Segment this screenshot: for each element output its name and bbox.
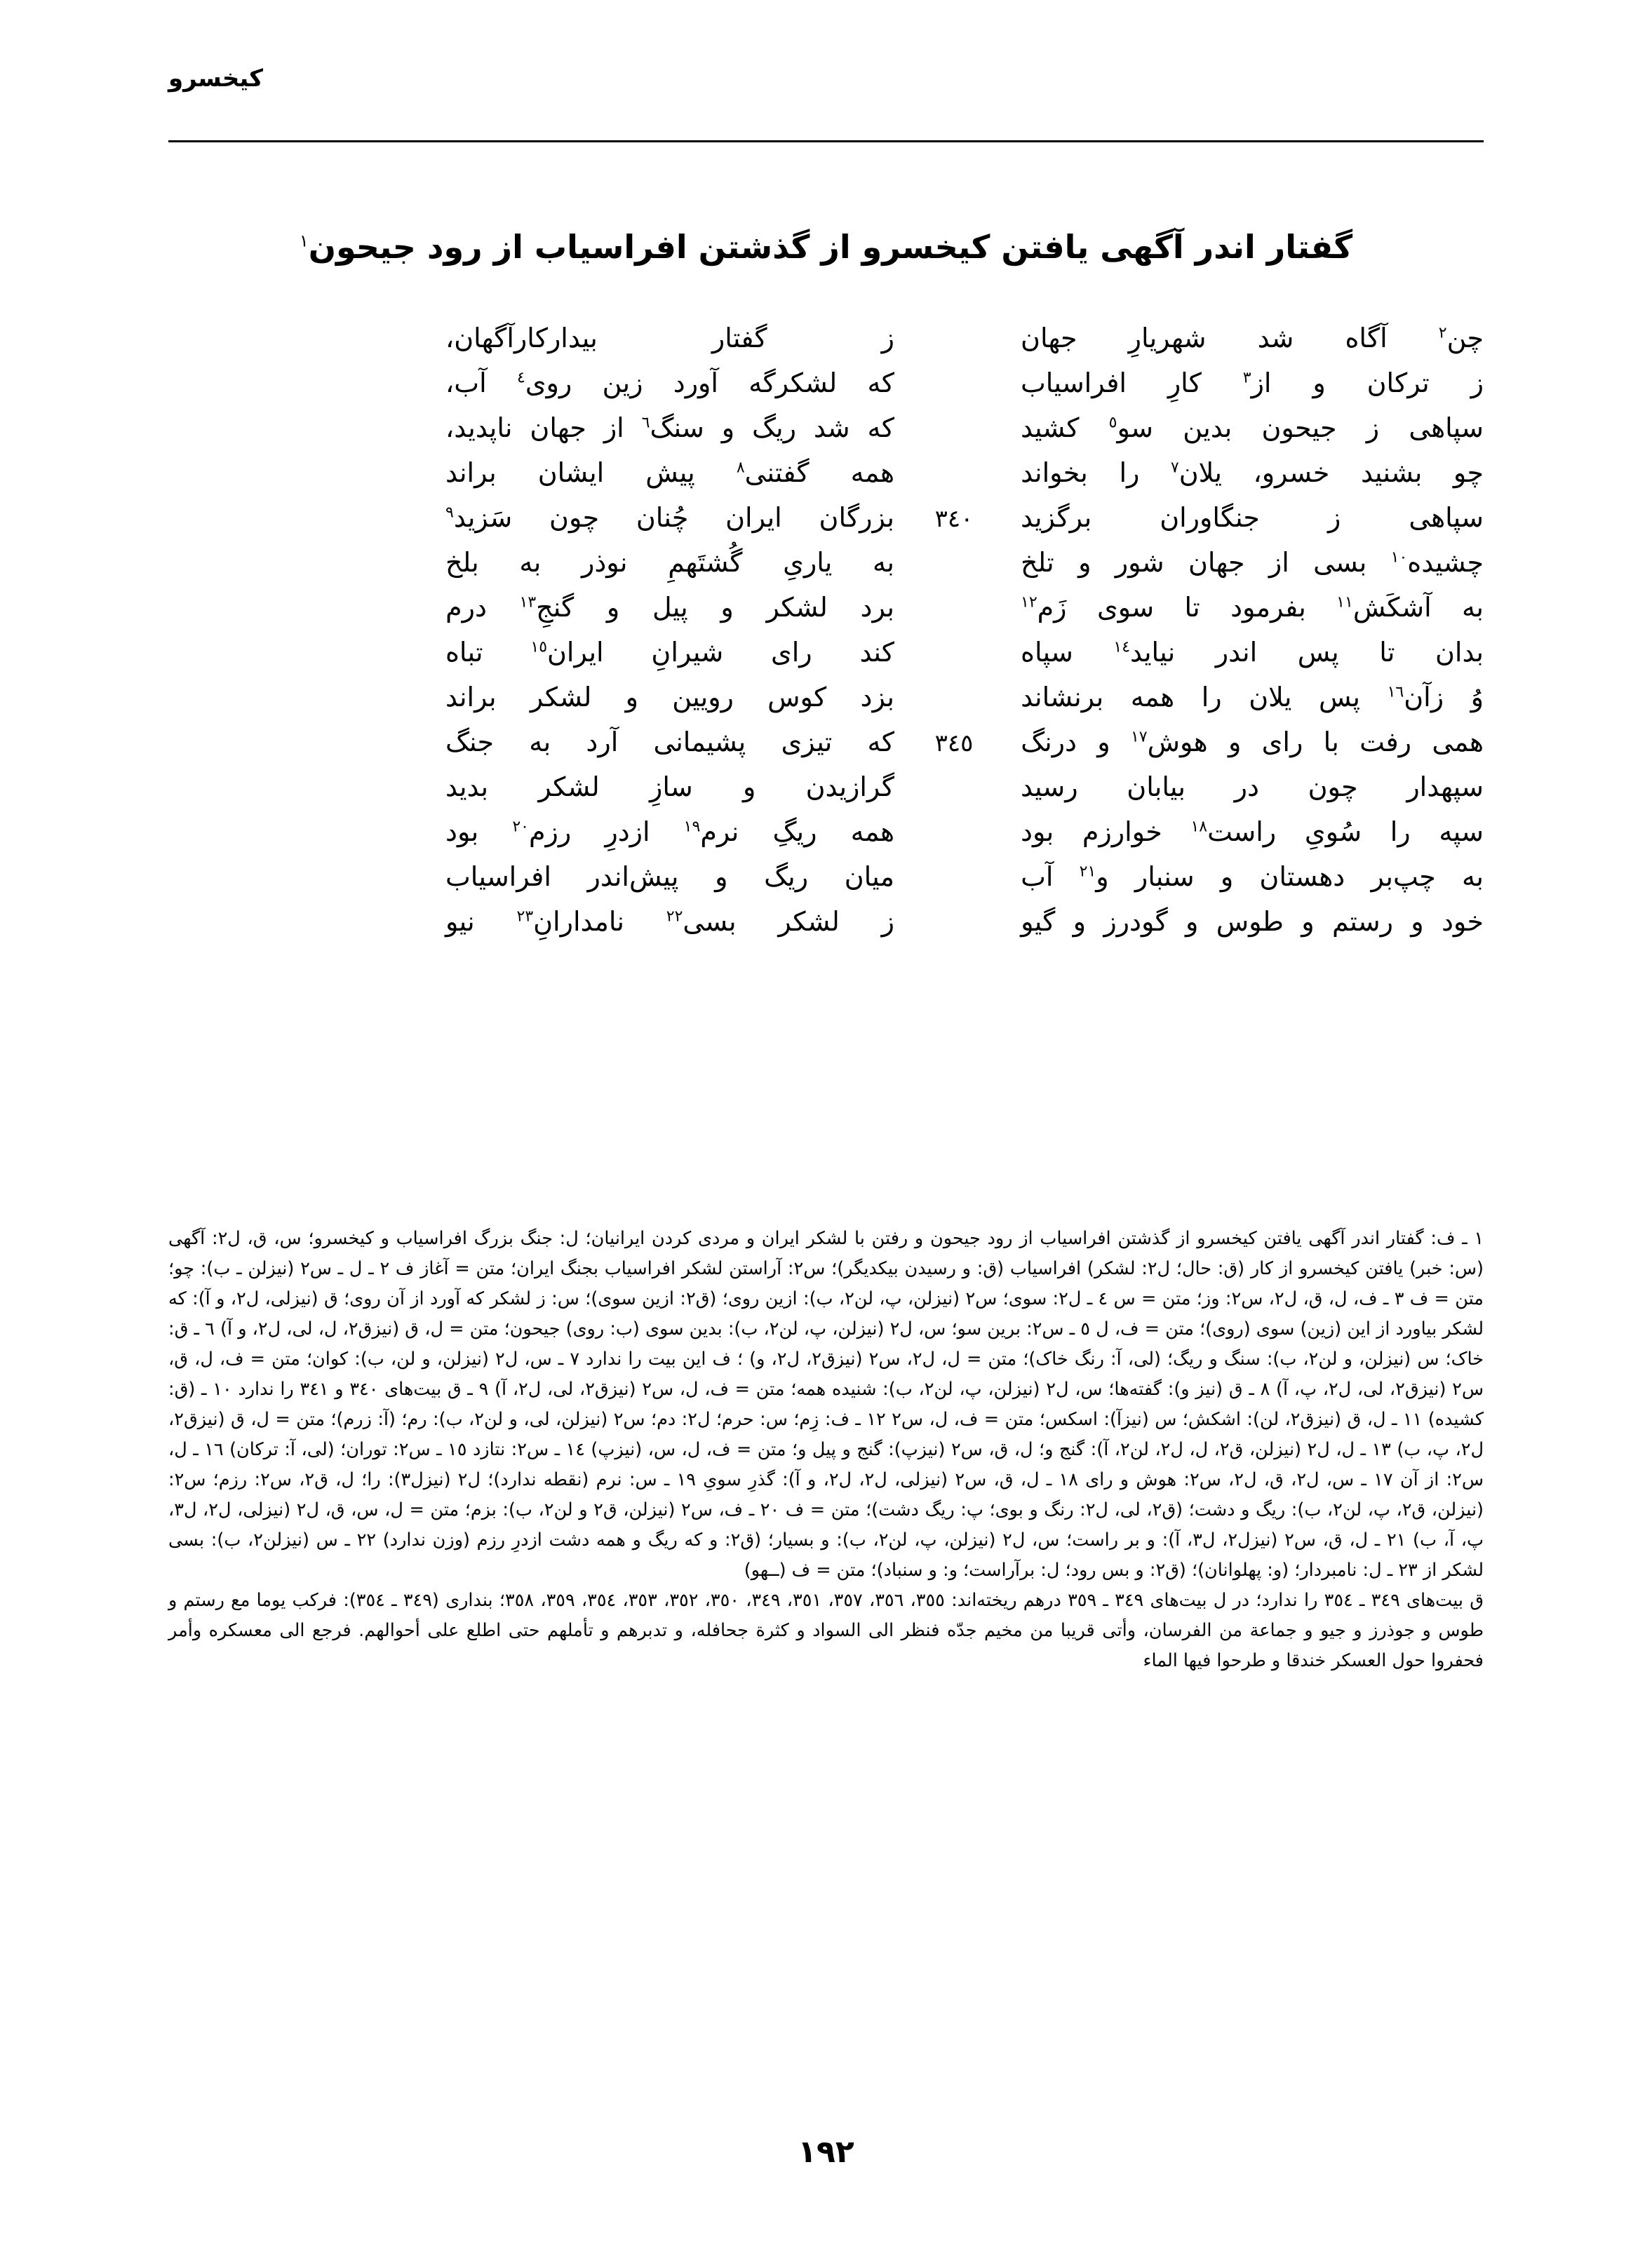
hemistich-word: بدین — [1183, 412, 1233, 443]
hemistich-word: سپهدار — [1406, 771, 1484, 802]
hemistich-word: پس — [1318, 682, 1361, 713]
hemistich-word: رستم — [1331, 906, 1393, 937]
hemistich-word: به — [873, 547, 894, 578]
hemistich-word: بخواند — [1021, 457, 1088, 488]
hemistich-word: سپاهی — [1409, 412, 1484, 443]
hemistich-word: رفت — [1359, 727, 1411, 757]
hemistich-word: برد — [860, 592, 894, 623]
apparatus-note: ق بیت‌های ٣٤٩ ـ ٣٥٤ را ندارد؛ در ل بیت‌های ٣٤٩ ـ ٣٥٩ درهم ریخته‌اند: ٣٥٥، ٣٥٦، ٣٥٧، ٣٥١، ٣٤٩، ٣٥٠، ٣٥٢، ٣٥٣، ٣٥٤، ٣٥٩، ٣٥٨؛ بنداری (٣٤٩ ـ ٣٥٤): فرکب یوما مع رستم و طوس و جوذرز و جیو و جماعة من الفرسان، وأتی قریبا من مخیم جدّه فنظر الی السواد و کثرة جحافله، و تدبرهم و تأملهم حتی اطلع علی أحوالهم. فرجع الی معسکره وأمر فحفروا حول العسکر خندقا و طرحوا فیها الماء — [168, 1590, 1484, 1671]
hemistich-word: و — [606, 592, 620, 623]
hemistich-word: پشیمانی — [653, 727, 746, 757]
hemistich-second — [445, 412, 908, 443]
hemistich-word: آب — [1021, 861, 1054, 892]
hemistich-word: و — [1228, 727, 1242, 757]
hemistich-word: گیو — [1021, 906, 1056, 937]
hemistich-word: را — [1390, 816, 1411, 847]
hemistich-word: و — [743, 771, 756, 802]
hemistich-word: همه — [850, 816, 894, 847]
hemistich-word: به — [1462, 861, 1484, 892]
hemistich-word: بشنید — [1360, 457, 1423, 488]
verse-area — [168, 323, 1484, 951]
hemistich-word: براند — [445, 682, 497, 713]
hemistich-word: درنگ — [1021, 727, 1077, 757]
verse-footnote-marker: ١٠ — [1390, 548, 1408, 567]
hemistich-word: بفرمود — [1230, 592, 1306, 623]
hemistich-word: بیابان — [1127, 771, 1186, 802]
hemistich-second — [445, 816, 908, 847]
hemistich-word: لشکر — [538, 771, 600, 802]
folio-number: ١٩٢ — [798, 2134, 854, 2170]
verse-footnote-marker: ١٣ — [519, 593, 537, 612]
hemistich-word: ایران — [725, 502, 782, 533]
hemistich-word: تا — [1184, 592, 1200, 623]
verse-row — [168, 502, 1484, 547]
hemistich-word: تلخ — [1021, 547, 1054, 578]
hemistich-second — [445, 906, 908, 937]
verse-row — [168, 906, 1484, 951]
hemistich-word: درم — [445, 592, 487, 623]
hemistich-word: برگزید — [1021, 502, 1092, 533]
hemistich-word: سپاه — [1021, 637, 1073, 668]
hemistich-word: چن$^٢$ — [1438, 323, 1484, 353]
hemistich-word: رویین — [672, 682, 734, 713]
hemistich-word: سنبار — [1134, 861, 1195, 892]
hemistich-word: و — [1097, 727, 1110, 757]
hemistich-word: تباه — [445, 637, 483, 668]
hemistich-first — [1000, 547, 1484, 578]
hemistich-word: و — [1073, 906, 1086, 937]
hemistich-word: چون — [549, 502, 600, 533]
verse-row — [168, 323, 1484, 367]
hemistich-second — [445, 367, 908, 398]
hemistich-second — [445, 771, 908, 802]
hemistich-word: سو$^٥$ — [1108, 412, 1153, 443]
hemistich-word: برنشاند — [1021, 682, 1104, 713]
hemistich-word: سپه — [1439, 816, 1484, 847]
verse-footnote-marker: ٧ — [1170, 459, 1179, 477]
hemistich-first — [1000, 727, 1484, 757]
hemistich-word: و — [1411, 906, 1424, 937]
hemistich-word: ازدرِ — [605, 816, 650, 847]
hemistich-word: در — [1234, 771, 1259, 802]
verse-footnote-marker: ١٤ — [1113, 638, 1131, 656]
verse-number: ٣٤٠ — [934, 505, 974, 533]
hemistich-word: با — [1323, 727, 1339, 757]
hemistich-word: یلان$^٧$ — [1170, 457, 1222, 488]
verse-footnote-marker: ١٩ — [683, 818, 701, 836]
hemistich-word: آرد — [586, 727, 619, 757]
hemistich-word: بسی$^{٢٢}$ — [666, 906, 737, 937]
hemistich-word: یلان — [1249, 682, 1292, 713]
hemistich-first — [1000, 323, 1484, 353]
hemistich-first — [1000, 367, 1484, 398]
hemistich-first — [1000, 502, 1484, 533]
hemistich-word: خسرو، — [1253, 457, 1330, 488]
hemistich-word: پس — [1297, 637, 1339, 668]
hemistich-word: پیش — [645, 457, 695, 488]
hemistich-word: کارِ — [1167, 367, 1202, 398]
hemistich-word: از — [603, 412, 624, 443]
hemistich-word: را — [1119, 457, 1140, 488]
verse-row — [168, 367, 1484, 412]
hemistich-word: و — [1312, 367, 1326, 398]
hemistich-word: وُ — [1470, 682, 1484, 713]
hemistich-word: گُشتَهمِ — [668, 547, 743, 578]
verse-row — [168, 457, 1484, 502]
hemistich-word: ایشان — [537, 457, 605, 488]
hemistich-word: لشکر — [778, 906, 840, 937]
hemistich-word: نیاید$^{١٤}$ — [1113, 637, 1176, 668]
hemistich-word: و$^{٢١}$ — [1079, 861, 1109, 892]
hemistich-word: گفتار — [711, 323, 767, 353]
hemistich-second — [445, 457, 908, 488]
hemistich-word: افراسیاب — [1021, 367, 1127, 398]
hemistich-word: سنگ$^٦$ — [641, 412, 704, 443]
hemistich-word: بزرگان — [819, 502, 894, 533]
hemistich-word: رسید — [1021, 771, 1078, 802]
header-rule — [168, 140, 1484, 142]
hemistich-first — [1000, 457, 1484, 488]
chapter-title — [168, 228, 1484, 266]
hemistich-word: و — [1220, 861, 1234, 892]
hemistich-first — [1000, 816, 1484, 847]
hemistich-first — [1000, 906, 1484, 937]
hemistich-word: هوش$^{١٧}$ — [1130, 727, 1208, 757]
hemistich-word: ریگ — [751, 412, 796, 443]
hemistich-word: زَم$^{١٢}$ — [1021, 592, 1067, 623]
hemistich-word: چُنان — [636, 502, 689, 533]
hemistich-word: و — [625, 682, 638, 713]
hemistich-second — [445, 861, 908, 892]
hemistich-word: آورد — [673, 367, 718, 398]
verse-number: ٣٤٥ — [934, 729, 974, 757]
hemistich-word: گنجِ$^{١٣}$ — [519, 592, 575, 623]
hemistich-word: بزد — [860, 682, 894, 713]
hemistich-word: لشکر — [766, 592, 828, 623]
hemistich-word: روی$^٤$ — [516, 367, 572, 398]
hemistich-word: ترکان — [1366, 367, 1430, 398]
hemistich-word: سپاهی — [1409, 502, 1484, 533]
hemistich-word: رای — [1261, 727, 1303, 757]
hemistich-first — [1000, 412, 1484, 443]
hemistich-word: آگاه — [1345, 323, 1388, 353]
critical-apparatus — [168, 1224, 1484, 1676]
hemistich-word: به — [1462, 592, 1484, 623]
running-header — [168, 65, 1484, 93]
hemistich-second — [445, 727, 908, 757]
hemistich-second — [445, 592, 908, 623]
hemistich-word: ز — [1470, 367, 1484, 398]
verse-row — [168, 592, 1484, 637]
hemistich-word: رزم$^{٢٠}$ — [512, 816, 572, 847]
verse-footnote-marker: ١٢ — [1021, 593, 1037, 612]
hemistich-word: چون — [1308, 771, 1358, 802]
verse-row — [168, 547, 1484, 592]
hemistich-first — [1000, 861, 1484, 892]
hemistich-word: و — [1301, 906, 1315, 937]
verse-row — [168, 816, 1484, 861]
hemistich-word: همی — [1432, 727, 1484, 757]
verse-footnote-marker: ٢١ — [1079, 863, 1096, 881]
hemistich-word: ریگ — [764, 861, 809, 892]
verse-footnote-marker: ١٦ — [1387, 683, 1404, 701]
hemistich-word: راست$^{١٨}$ — [1190, 816, 1277, 847]
hemistich-word: که — [867, 727, 894, 757]
hemistich-word: جنگاوران — [1160, 502, 1260, 533]
hemistich-word: ز — [1327, 502, 1341, 533]
hemistich-word: بود — [445, 816, 479, 847]
hemistich-word: گفتنی$^٨$ — [736, 457, 810, 488]
verse-footnote-marker: ٢٠ — [512, 818, 529, 836]
hemistich-word: سَزید$^٩$ — [445, 502, 513, 533]
hemistich-word: و — [720, 592, 734, 623]
hemistich-word: رای — [771, 637, 812, 668]
hemistich-word: خود — [1441, 906, 1484, 937]
hemistich-word: چو — [1453, 457, 1484, 488]
hemistich-word: ریگِ — [772, 816, 817, 847]
hemistich-word: ز — [1366, 412, 1380, 443]
chapter-title-text: گفتار اندر آگهی یافتن کیخسرو از گذشتن افراسیاب از رود جیحون — [308, 228, 1353, 266]
hemistich-word: دهستان — [1259, 861, 1345, 892]
verse-footnote-marker: ٢ — [1438, 324, 1447, 342]
hemistich-word: زین — [602, 367, 643, 398]
hemistich-word: زآن$^{١٦}$ — [1387, 682, 1444, 713]
hemistich-word: افراسیاب — [445, 861, 551, 892]
hemistich-first — [1000, 771, 1484, 802]
hemistich-word: بسی — [1313, 547, 1367, 578]
hemistich-word: شد — [1257, 323, 1294, 353]
hemistich-word: پیش‌اندر — [587, 861, 679, 892]
verse-footnote-marker: ١١ — [1336, 593, 1353, 612]
verse-footnote-marker: ٨ — [736, 459, 745, 477]
hemistich-word: جهان — [1188, 547, 1245, 578]
hemistich-word: از — [1268, 547, 1289, 578]
verse-footnote-marker: ٩ — [445, 504, 454, 522]
hemistich-word: چشیده$^{١٠}$ — [1390, 547, 1484, 578]
verse-footnote-marker: ١٧ — [1130, 728, 1148, 746]
hemistich-word: گودرز — [1103, 906, 1168, 937]
hemistich-word: آب، — [445, 367, 487, 398]
hemistich-word: خوارزم — [1082, 816, 1162, 847]
hemistich-word: براند — [445, 457, 497, 488]
hemistich-word: همه — [1130, 682, 1175, 713]
hemistich-second — [445, 547, 908, 578]
hemistich-word: جنگ — [445, 727, 494, 757]
hemistich-word: نیو — [445, 906, 475, 937]
verse-row — [168, 727, 1484, 771]
hemistich-word: گرازیدن — [805, 771, 894, 802]
hemistich-second — [445, 637, 908, 668]
hemistich-word: میان — [844, 861, 894, 892]
verse-row — [168, 682, 1484, 727]
hemistich-word: از$^٣$ — [1242, 367, 1272, 398]
hemistich-word: بود — [1021, 816, 1054, 847]
hemistich-word: اندر — [1215, 637, 1258, 668]
hemistich-word: تا — [1379, 637, 1395, 668]
hemistich-word: کند — [859, 637, 894, 668]
verse-row — [168, 637, 1484, 682]
hemistich-word: نرم$^{١٩}$ — [683, 816, 739, 847]
hemistich-word: ناپدید، — [445, 412, 513, 443]
hemistich-word: سوی — [1096, 592, 1155, 623]
hemistich-word: پیل — [652, 592, 688, 623]
hemistich-word: کشید — [1021, 412, 1080, 443]
verse-row — [168, 861, 1484, 906]
hemistich-first — [1000, 682, 1484, 713]
verse-footnote-marker: ٦ — [641, 414, 650, 432]
hemistich-word: شد — [813, 412, 850, 443]
hemistich-word: ز — [881, 906, 894, 937]
hemistich-word: بیدارکارآگهان، — [445, 323, 598, 353]
hemistich-word: و — [1186, 906, 1199, 937]
hemistich-word: را — [1201, 682, 1222, 713]
hemistich-word: لشکرگه — [748, 367, 838, 398]
hemistich-word: یاریِ — [783, 547, 833, 578]
hemistich-word: ز — [881, 323, 894, 353]
verse-footnote-marker: ٢٢ — [666, 907, 683, 926]
hemistich-word: همه — [850, 457, 894, 488]
hemistich-second — [445, 502, 908, 533]
verse-footnote-marker: ١٨ — [1190, 818, 1208, 836]
hemistich-word: سازِ — [649, 771, 693, 802]
hemistich-second — [445, 682, 908, 713]
hemistich-word: به — [519, 547, 542, 578]
hemistich-word: نوذر — [582, 547, 628, 578]
hemistich-word: شور — [1115, 547, 1164, 578]
hemistich-word: شهریارِ — [1128, 323, 1207, 353]
verse-footnote-marker: ٢٣ — [516, 907, 534, 926]
hemistich-word: لشکر — [530, 682, 592, 713]
hemistich-word: ایران$^{١٥}$ — [530, 637, 604, 668]
hemistich-word: بلخ — [445, 547, 479, 578]
verse-footnote-marker: ٤ — [516, 369, 525, 387]
hemistich-word: و — [715, 861, 728, 892]
apparatus-note: ١ ـ ف: گفتار اندر آگهی یافتن کیخسرو از گذشتن افراسیاب از رود جیحون و رفتن با لشکر ایران و مردی کردن ایرانیان؛ ل: جنگ بزرگ افراسیاب و کیخسرو؛ س، ق، ل٢: آگهی (س: خبر) یافتن کیخسرو از کار (ق: حال؛ ل٢: لشکر) افراسیاب (ق: و رسیدن بیکدیگر)؛ س٢: آراستن لشکر افراسیاب بجنگ ایران؛ متن = آغاز ف ٢ ـ ل ـ س٢ (نیزلن ـ ب): چو؛ متن = ف ٣ ـ ف، ل، ق، ل٢، س٢: وز؛ متن = س ٤ ـ ل٢: سوی؛ س٢ (نیزلن، پ، لن٢، ب): ازین روی؛ (ق٢: ازین سوی)؛ س: ز لشکر که آورد از آن روی؛ ق (نیزلی، ل٢، و آ): که لشکر بیاورد از این (زین) سوی (روی)؛ متن = ف، ل ٥ ـ س٢: برین سو؛ س، ل٢ (نیزلن، پ، لن٢، ب): بدین سوی (ب: روی) جیحون؛ متن = ل، ق (نیزق٢، ل، لی، ل٢، و آ) ٦ ـ ق: خاک؛ س (نیزلن، و لن٢، ب): سنگ و ریگ؛ (لی، آ: رنگ خاک)؛ متن = ل، ل٢، س٢ (نیزق٢، ل٢، و) ؛ ف این بیت را ندارد ٧ ـ س، ل٢ (نیزلن، و لن، ب): کوان؛ متن = ف، ل، ق، س٢ (نیزق٢، لی، ل٢، پ، آ) ٨ ـ ق (نیز و): گفته‌ها؛ س، ل٢ (نیزلن، پ، لن٢، ب): شنیده همه؛ متن = ف، ل، س٢ (نیزق٢، لی، ل٢، آ) ٩ ـ ق بیت‌های ٣٤٠ و ٣٤١ را ندارد ١٠ ـ (ق: کشیده) ١١ ـ ل، ق (نیزق٢، لن): اشکش؛ س (نیزآ): اسکس؛ متن = ف، ل، س٢ ١٢ ـ ف: زِم؛ س: حرم؛ ل٢: دم؛ س٢ (نیزلن، لی، و لن٢، ب): رم؛ (آ: زرم)؛ متن = ل، ق (نیزق٢، ل٢، پ، ب) ١٣ ـ ل، ل٢ (نیزلن، ق٢، ل، ل٢، لن٢، آ): گنج و؛ ل، ق، س٢ (نیزپ): گنج و پیل و؛ متن = ف، ل، س، (نیزپ) ١٤ ـ س٢: نتازد ١٥ ـ س٢: توران؛ (لی، آ: ترکان) ١٦ ـ ل، س٢: از آن ١٧ ـ س، ل٢، ق، ل٢، س٢: هوش و رای ١٨ ـ ل، ق، س٢ (نیزلی، ل٢، ل٢، و آ): گذرِ سویِ ١٩ ـ س: نرم (نقطه ندارد)؛ ل٢ (نیزل٣): را؛ ل، ق٢، س٢: رزم؛ س٢: (نیزلن، ق٢، پ، لن٢، ب): ریگ و دشت؛ (ق٢، لی، ل٢: رنگ و بوی؛ پ: ریگ دشت)؛ متن = ف ٢٠ ـ ف، س٢ (نیزلن، ق٢ و لن٢، ب): بزم؛ متن = ل، س، ق، ل٢ (نیزلی، ل٢، ل٣، پ، آ، ب) ٢١ ـ ل، ق، س٢ (نیزل٢، ل٣، آ): و بر راست؛ س، ل٢ (نیزلن، پ، لن٢، ب): و بسیار؛ (ق٢: و که ریگ و همه دشت ازدرِ رزم (وزن ندارد) ٢٢ ـ س (نیزلن٢، ب): بسی لشکر از ٢٣ ـ ل: نامبردار؛ (و: پهلوانان)؛ (ق٢: و بس رود؛ ل: برآراست؛ و: و سنباد)؛ متن = ف (ــهو) — [168, 1228, 1484, 1581]
verse-footnote-marker: ٣ — [1242, 369, 1251, 387]
verse-row — [168, 412, 1484, 457]
hemistich-word: تیزی — [781, 727, 833, 757]
hemistich-word: که — [867, 367, 894, 398]
hemistich-first — [1000, 592, 1484, 623]
hemistich-word: طوس — [1216, 906, 1284, 937]
hemistich-word: که — [867, 412, 894, 443]
hemistich-word: بدان — [1435, 637, 1484, 668]
hemistich-word: نامدارانِ$^{٢٣}$ — [516, 906, 624, 937]
verse-row — [168, 771, 1484, 816]
hemistich-first — [1000, 637, 1484, 668]
hemistich-word: آشکَش$^{١١}$ — [1336, 592, 1432, 623]
hemistich-second — [445, 323, 908, 353]
hemistich-word: و — [1078, 547, 1092, 578]
hemistich-word: بدید — [445, 771, 489, 802]
hemistich-word: کوس — [767, 682, 827, 713]
hemistich-word: شیرانِ — [651, 637, 724, 668]
running-header-title: کیخسرو — [168, 65, 264, 93]
hemistich-word: چپ‌بر — [1371, 861, 1436, 892]
hemistich-word: جهان — [530, 412, 586, 443]
verse-footnote-marker: ١٥ — [530, 638, 548, 656]
hemistich-word: سُویِ — [1304, 816, 1362, 847]
hemistich-word: جهان — [1021, 323, 1077, 353]
chapter-title-footnote-marker: ١ — [299, 231, 309, 251]
hemistich-word: و — [721, 412, 735, 443]
hemistich-word: به — [529, 727, 551, 757]
hemistich-word: جیحون — [1261, 412, 1337, 443]
verse-footnote-marker: ٥ — [1108, 414, 1117, 432]
